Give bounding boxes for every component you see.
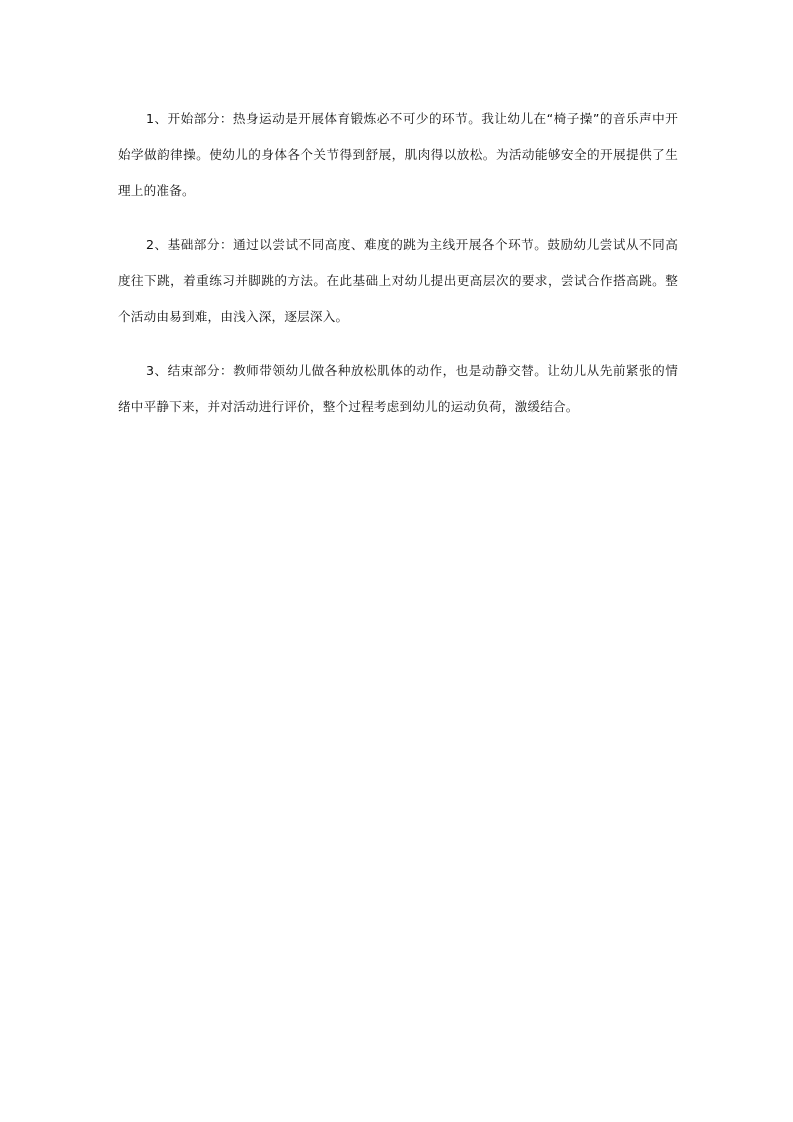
paragraph-basic: 2、基础部分：通过以尝试不同高度、难度的跳为主线开展各个环节。鼓励幼儿尝试从不同高度往下跳，着重练习并脚跳的方法。在此基础上对幼儿提出更高层次的要求，尝试合作搭高跳。整个活动由易到难，由浅入深，逐层深入。: [118, 237, 678, 324]
paragraph-warmup: 1、开始部分：热身运动是开展体育锻炼必不可少的环节。我让幼儿在“椅子操”的音乐声中开始学做韵律操。使幼儿的身体各个关节得到舒展，肌肉得以放松。为活动能够安全的开展提供了生理上的准备。: [118, 111, 678, 198]
paragraph-ending: 3、结束部分：教师带领幼儿做各种放松肌体的动作，也是动静交替。让幼儿从先前紧张的情绪中平静下来，并对活动进行评价，整个过程考虑到幼儿的运动负荷，激缓结合。: [118, 363, 678, 414]
document-body: [118, 101, 678, 443]
